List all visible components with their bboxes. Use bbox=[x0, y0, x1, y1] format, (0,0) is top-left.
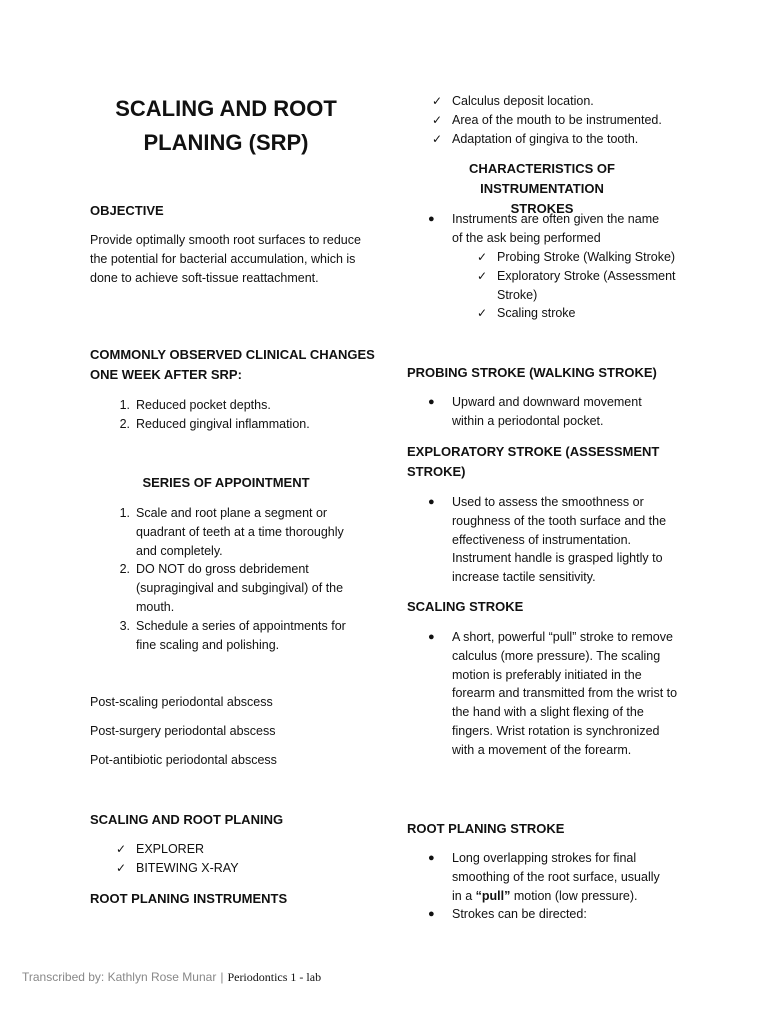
bullet-icon: ● bbox=[428, 213, 435, 225]
list-item: 3. Schedule a series of appointments for fine scaling and polishing. bbox=[119, 618, 346, 652]
clinical-changes-list bbox=[119, 396, 376, 434]
list-item: 2. Reduced gingival inflammation. bbox=[119, 416, 310, 431]
list-item: ● Long overlapping strokes for final smoothing of the root surface, usually in a “pull” motion (low pressure). bbox=[428, 851, 660, 903]
list-item: 2. DO NOT do gross debridement (supragingival and subgingival) of the mouth. bbox=[119, 562, 344, 614]
clinical-changes-heading bbox=[90, 345, 375, 385]
objective-text: Provide optimally smooth root surfaces to reduce the potential for bacterial accumulation, which is done to achieve soft-tissue reattachment. bbox=[90, 233, 361, 285]
objective-heading: OBJECTIVE bbox=[90, 203, 164, 218]
footer-course: Periodontics 1 - lab bbox=[227, 970, 322, 984]
top-check-list bbox=[432, 92, 692, 148]
check-icon: ✓ bbox=[477, 268, 488, 283]
list-item: ✓ Probing Stroke (Walking Stroke) bbox=[497, 248, 682, 267]
list-item: ✓ EXPLORER bbox=[136, 840, 336, 859]
check-icon: ✓ bbox=[477, 306, 488, 321]
bullet-icon: ● bbox=[428, 631, 435, 643]
srp-tools-list bbox=[116, 840, 336, 878]
clinical-changes-heading-line-2: ONE WEEK AFTER SRP: bbox=[90, 367, 242, 382]
bullet-icon: ● bbox=[428, 852, 435, 864]
footer bbox=[22, 970, 321, 985]
probing-heading: PROBING STROKE (WALKING STROKE) bbox=[407, 365, 657, 380]
series-heading: SERIES OF APPOINTMENT bbox=[142, 475, 310, 490]
list-item: ● Instruments are often given the name of the ask being performed bbox=[428, 212, 660, 245]
root-planing-heading: ROOT PLANING STROKE bbox=[407, 821, 565, 836]
abscess-3: Pot-antibiotic periodontal abscess bbox=[90, 753, 277, 767]
bullet-icon: ● bbox=[428, 908, 435, 921]
bullet-icon: ● bbox=[428, 396, 435, 408]
list-item: ● Used to assess the smoothness or roughness of the tooth surface and the effectiveness of instrumentation. Instrument handle is grasped lightly to increase tactile sensitivity. bbox=[428, 495, 667, 585]
abscess-2: Post-surgery periodontal abscess bbox=[90, 724, 276, 738]
list-item: ● A short, powerful “pull” stroke to remove calculus (more pressure). The scaling motion is preferably initiated in the forearm and transmitted from the wrist to the hand with a slight flexing of the fingers. Wrist rotation is synchronized with a movement of the forearm. bbox=[428, 630, 678, 757]
stroke-types-list bbox=[477, 248, 682, 323]
exploratory-heading-line-1: EXPLORATORY STROKE (ASSESSMENT bbox=[407, 444, 660, 459]
list-item: ✓ Calculus deposit location. bbox=[452, 92, 692, 111]
check-icon: ✓ bbox=[477, 250, 488, 264]
title-line-1: SCALING AND ROOT bbox=[115, 96, 337, 121]
check-icon: ✓ bbox=[116, 842, 127, 856]
title-line-2: PLANING (SRP) bbox=[143, 130, 309, 155]
exploratory-list bbox=[428, 493, 680, 587]
page-title bbox=[90, 92, 362, 160]
abscess-1: Post-scaling periodontal abscess bbox=[90, 695, 273, 709]
scaling-list bbox=[428, 628, 680, 760]
list-item: ✓ BITEWING X-RAY bbox=[136, 859, 336, 878]
scaling-heading: SCALING STROKE bbox=[407, 599, 524, 614]
footer-transcriber: Transcribed by: Kathlyn Rose Munar bbox=[22, 970, 217, 984]
characteristics-list bbox=[428, 210, 672, 248]
clinical-changes-heading-line-1: COMMONLY OBSERVED CLINICAL CHANGES bbox=[90, 347, 375, 362]
exploratory-heading-line-2: STROKE) bbox=[407, 464, 466, 479]
root-planing-instruments-heading: ROOT PLANING INSTRUMENTS bbox=[90, 891, 288, 906]
list-item: ● Upward and downward movement within a periodontal pocket. bbox=[428, 395, 642, 428]
exploratory-heading bbox=[407, 442, 667, 482]
footer-separator: | bbox=[220, 970, 224, 984]
srp-tools-heading: SCALING AND ROOT PLANING bbox=[90, 812, 284, 827]
check-icon: ✓ bbox=[432, 131, 443, 146]
list-item: 1. Reduced pocket depths. bbox=[119, 398, 271, 412]
characteristics-heading-line-2: STROKES bbox=[510, 201, 574, 216]
list-item: 1. Scale and root plane a segment or quadrant of teeth at a time thoroughly and completely. bbox=[119, 506, 344, 558]
list-item: ✓ Scaling stroke bbox=[497, 304, 682, 323]
bullet-icon: ● bbox=[428, 496, 435, 508]
check-icon: ✓ bbox=[432, 94, 443, 108]
series-list bbox=[119, 504, 366, 654]
characteristics-heading-line-1: CHARACTERISTICS OF INSTRUMENTATION bbox=[469, 161, 615, 196]
probing-list bbox=[428, 393, 667, 431]
check-icon: ✓ bbox=[432, 112, 443, 127]
list-item: ✓ Area of the mouth to be instrumented. bbox=[452, 111, 692, 130]
root-planing-list bbox=[428, 849, 672, 924]
list-item: ● Strokes can be directed: bbox=[452, 905, 672, 924]
list-item: ✓ Exploratory Stroke (Assessment Stroke) bbox=[477, 268, 676, 302]
check-icon: ✓ bbox=[116, 860, 127, 875]
list-item: ✓ Adaptation of gingiva to the tooth. bbox=[452, 130, 692, 149]
